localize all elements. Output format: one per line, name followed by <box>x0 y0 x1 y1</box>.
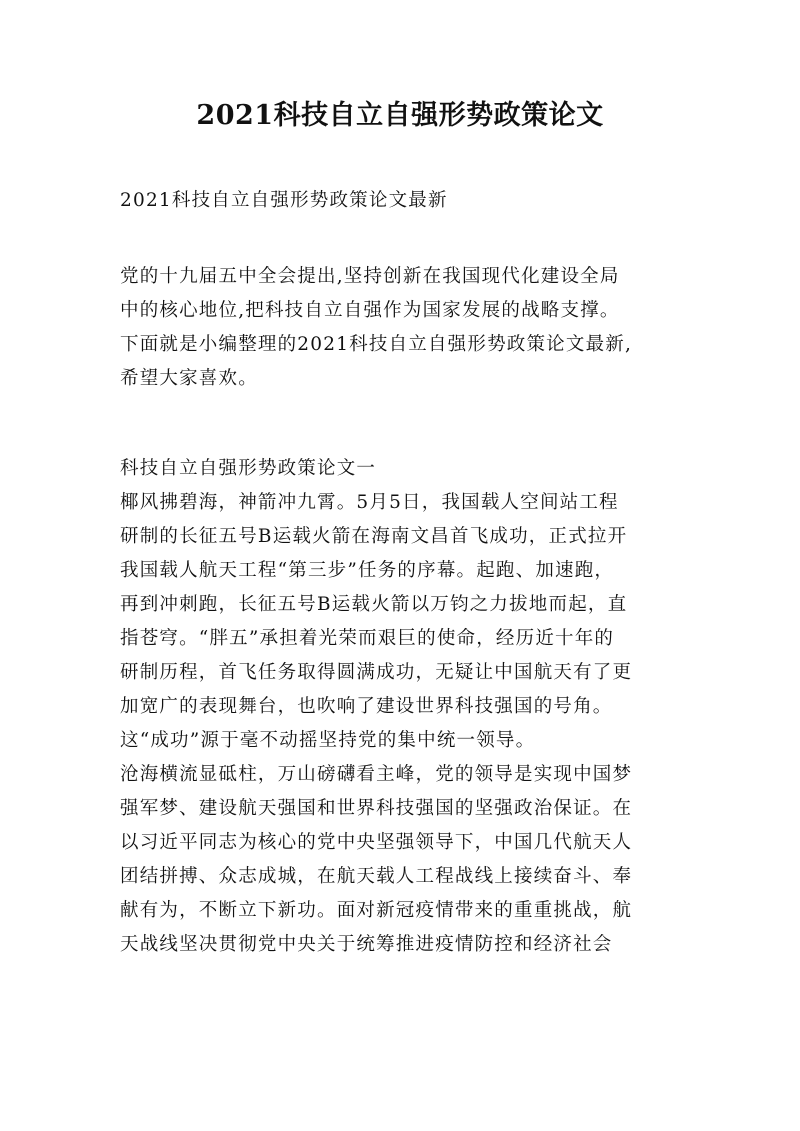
body-line: 再到冲刺跑，长征五号B运载火箭以万钧之力拔地而起，直 <box>120 594 628 615</box>
document-title: 2021科技自立自强形势政策论文 <box>196 100 604 131</box>
body-line: 我国载人航天工程“第三步”任务的序幕。起跑、加速跑， <box>120 560 615 581</box>
body-line: 沧海横流显砥柱，万山磅礴看主峰，党的领导是实现中国梦 <box>120 764 633 785</box>
section-one <box>120 452 632 962</box>
section-heading: 科技自立自强形势政策论文一 <box>120 458 377 479</box>
body-line: 加宽广的表现舞台，也吹响了建设世界科技强国的号角。 <box>120 696 613 717</box>
body-line: 椰风拂碧海，神箭冲九霄。5月5日，我国载人空间站工程 <box>120 492 619 513</box>
body-line: 天战线坚决贯彻党中央关于统筹推进疫情防控和经济社会 <box>120 934 613 955</box>
body-line: 献有为，不断立下新功。面对新冠疫情带来的重重挑战，航 <box>120 900 633 921</box>
intro-line: 中的核心地位,把科技自立自强作为国家发展的战略支撑。 <box>120 300 620 321</box>
body-line: 这“成功”源于毫不动摇坚持党的集中统一领导。 <box>120 730 536 751</box>
intro-line: 党的十九届五中全会提出,坚持创新在我国现代化建设全局 <box>120 266 620 287</box>
intro-line: 下面就是小编整理的2021科技自立自强形势政策论文最新, <box>120 334 633 355</box>
intro-line: 希望大家喜欢。 <box>120 368 258 389</box>
body-line: 研制的长征五号B运载火箭在海南文昌首飞成功，正式拉开 <box>120 526 628 547</box>
document-subtitle: 2021科技自立自强形势政策论文最新 <box>120 190 448 211</box>
body-line: 以习近平同志为核心的党中央坚强领导下，中国几代航天人 <box>120 832 633 853</box>
body-line: 研制历程，首飞任务取得圆满成功，无疑让中国航天有了更 <box>120 662 633 683</box>
body-line: 团结拼搏、众志成城，在航天载人工程战线上接续奋斗、奉 <box>120 866 633 887</box>
body-line: 强军梦、建设航天强国和世界科技强国的坚强政治保证。在 <box>120 798 633 819</box>
body-line: 指苍穹。“胖五”承担着光荣而艰巨的使命，经历近十年的 <box>120 628 615 649</box>
intro-paragraph <box>120 260 632 396</box>
